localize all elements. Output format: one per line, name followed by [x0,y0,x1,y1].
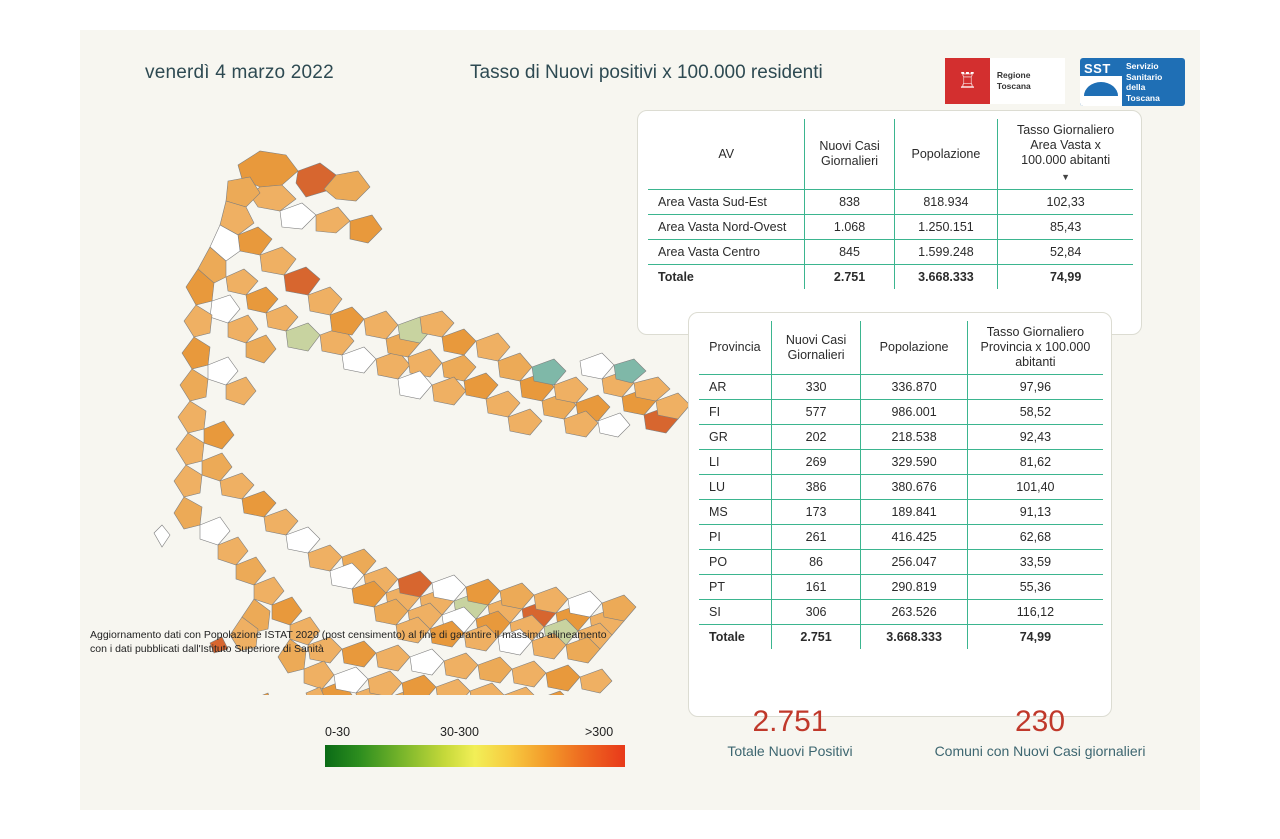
table-header [699,321,1103,375]
dashboard-canvas [80,30,1200,810]
cell-popolazione: 218.538 [861,425,967,450]
kpi-caption: Totale Nuovi Positivi [727,743,853,759]
cell-label: PO [709,555,728,569]
area-vasta-table-card [637,110,1142,335]
regione-toscana-mark [945,58,990,104]
cell-nuovi-casi: 269 [771,450,861,475]
sst-logo-mark [1080,58,1122,106]
cell-popolazione: 256.047 [861,550,967,575]
cell-popolazione: 380.676 [861,475,967,500]
cell-popolazione: 189.841 [861,500,967,525]
cell-tasso: 116,12 [967,600,1103,625]
table-row[interactable] [699,600,1103,625]
cell-tasso: 101,40 [967,475,1103,500]
cell-label: Area Vasta Sud-Est [658,195,767,209]
cell-popolazione: 290.819 [861,575,967,600]
col-header-popolazione[interactable]: Popolazione [894,119,998,190]
toscana-choropleth-map[interactable] [110,115,710,695]
col-header-provincia[interactable]: Provincia [709,340,761,354]
cell-label: AR [709,380,727,394]
cell-total-nuovi-casi: 2.751 [771,625,861,650]
col-header-nuovi-casi-line1: Nuovi Casi [785,332,847,347]
table-body [648,190,1133,290]
cell-tasso: 62,68 [967,525,1103,550]
col-header-tasso[interactable] [967,321,1103,375]
table-row[interactable] [699,425,1103,450]
provincia-table-card [688,312,1112,717]
cell-nuovi-casi: 202 [771,425,861,450]
cell-nuovi-casi: 1.068 [805,215,894,240]
table-body [699,375,1103,650]
table-row[interactable] [699,500,1103,525]
cell-popolazione: 263.526 [861,600,967,625]
col-header-nuovi-casi-line1: Nuovi Casi [819,139,880,153]
cell-nuovi-casi: 86 [771,550,861,575]
cell-nuovi-casi: 261 [771,525,861,550]
cell-tasso: 52,84 [998,240,1133,265]
cell-nuovi-casi: 161 [771,575,861,600]
report-date: venerdì 4 marzo 2022 [145,62,334,83]
pegasus-icon: ♖ [957,68,978,93]
cell-tasso: 91,13 [967,500,1103,525]
map-legend [245,725,614,767]
cell-label: Area Vasta Nord-Ovest [658,220,787,234]
kpi-value: 2.751 [752,705,828,738]
table-row[interactable] [648,215,1133,240]
legend-labels [245,725,614,743]
sst-logo-text [1122,61,1162,103]
table-row[interactable] [699,475,1103,500]
cell-popolazione: 329.590 [861,450,967,475]
legend-label-low: 0-30 [325,725,351,739]
cell-label: LU [709,480,725,494]
cell-label: PT [709,580,725,594]
col-header-tasso-line2: Provincia x 100.000 [980,340,1091,354]
table-total-row [648,265,1133,290]
regione-toscana-logo [945,58,1065,104]
col-header-tasso[interactable] [998,119,1133,190]
col-header-av[interactable]: AV [718,146,735,161]
legend-label-mid: 30-300 [440,725,479,739]
cell-tasso: 102,33 [998,190,1133,215]
cell-popolazione: 818.934 [894,190,998,215]
cell-tasso: 81,62 [967,450,1103,475]
cell-label: GR [709,430,728,444]
sst-badge-text: SST [1084,61,1111,76]
cell-tasso: 33,59 [967,550,1103,575]
cell-label: FI [709,405,721,419]
cell-nuovi-casi: 845 [805,240,894,265]
cell-label: PI [709,530,721,544]
col-header-tasso-line1: Tasso Giornaliero [1016,123,1115,137]
kpi-value: 230 [1014,705,1066,738]
cell-tasso: 85,43 [998,215,1133,240]
cell-popolazione: 986.001 [861,400,967,425]
sst-line-4: Toscana [1126,92,1160,103]
cell-tasso: 58,52 [967,400,1103,425]
table-row[interactable] [699,400,1103,425]
table-row[interactable] [699,450,1103,475]
regione-toscana-logo-text: Regione Toscana [996,70,1031,91]
cell-total-nuovi-casi: 2.751 [805,265,894,290]
col-header-popolazione[interactable]: Popolazione [861,321,967,375]
sst-line-1: Servizio [1126,61,1159,71]
legend-color-bar [325,745,625,767]
table-row[interactable] [699,375,1103,400]
cell-nuovi-casi: 577 [771,400,861,425]
cell-total-popolazione: 3.668.333 [894,265,998,290]
cell-nuovi-casi: 386 [771,475,861,500]
cell-total-popolazione: 3.668.333 [861,625,967,650]
col-header-nuovi-casi[interactable] [805,119,894,190]
footnote [90,628,690,656]
wave-icon [1080,76,1122,106]
cell-nuovi-casi: 173 [771,500,861,525]
kpi-comuni-con-nuovi-casi [900,705,1180,759]
cell-tasso: 97,96 [967,375,1103,400]
table-row[interactable] [699,550,1103,575]
cell-popolazione: 336.870 [861,375,967,400]
col-header-tasso-line3: abitanti [1015,355,1056,369]
cell-nuovi-casi: 838 [805,190,894,215]
cell-popolazione: 416.425 [861,525,967,550]
sst-line-3: della [1126,82,1146,92]
table-row[interactable] [699,525,1103,550]
cell-label: SI [709,605,721,619]
sst-line-2: Sanitario [1126,71,1163,82]
cell-nuovi-casi: 330 [771,375,861,400]
col-header-tasso-line2: Area Vasta x [1030,138,1101,152]
footnote-line-1: Aggiornamento dati con Popolazione ISTAT 2020 (post censimento) al fine di garantire il massimo allineamento [90,629,607,641]
col-header-nuovi-casi-line2: Giornalieri [821,154,879,168]
cell-label: LI [709,455,720,469]
kpi-caption: Comuni con Nuovi Casi giornalieri [934,743,1146,759]
page-title: Tasso di Nuovi positivi x 100.000 residenti [470,62,823,83]
col-header-tasso-line1: Tasso Giornaliero [986,325,1085,339]
cell-total-tasso: 74,99 [998,265,1133,290]
cell-label: MS [709,505,728,519]
legend-label-high: >300 [585,725,614,739]
sort-descending-icon[interactable]: ▼ [1061,172,1071,182]
cell-label: Area Vasta Centro [658,245,760,259]
cell-tasso: 55,36 [967,575,1103,600]
col-header-nuovi-casi-line2: Giornalieri [787,347,845,362]
cell-tasso: 92,43 [967,425,1103,450]
sst-logo [1080,58,1185,106]
col-header-tasso-line3: 100.000 abitanti [1021,153,1111,167]
table-row[interactable] [648,190,1133,215]
kpi-totale-nuovi-positivi [650,705,930,759]
col-header-nuovi-casi[interactable] [771,321,861,375]
cell-total-label: Totale [658,270,694,284]
cell-popolazione: 1.599.248 [894,240,998,265]
area-vasta-table[interactable] [648,119,1133,289]
footnote-line-2: con i dati pubblicati dall'Istituto Superiore di Sanità [90,643,324,655]
cell-total-tasso: 74,99 [967,625,1103,650]
provincia-table[interactable] [699,321,1103,649]
table-total-row [699,625,1103,650]
map-svg[interactable] [110,115,710,695]
cell-total-label: Totale [709,630,745,644]
cell-popolazione: 1.250.151 [894,215,998,240]
table-row[interactable] [648,240,1133,265]
table-row[interactable] [699,575,1103,600]
cell-nuovi-casi: 306 [771,600,861,625]
table-header [648,119,1133,190]
